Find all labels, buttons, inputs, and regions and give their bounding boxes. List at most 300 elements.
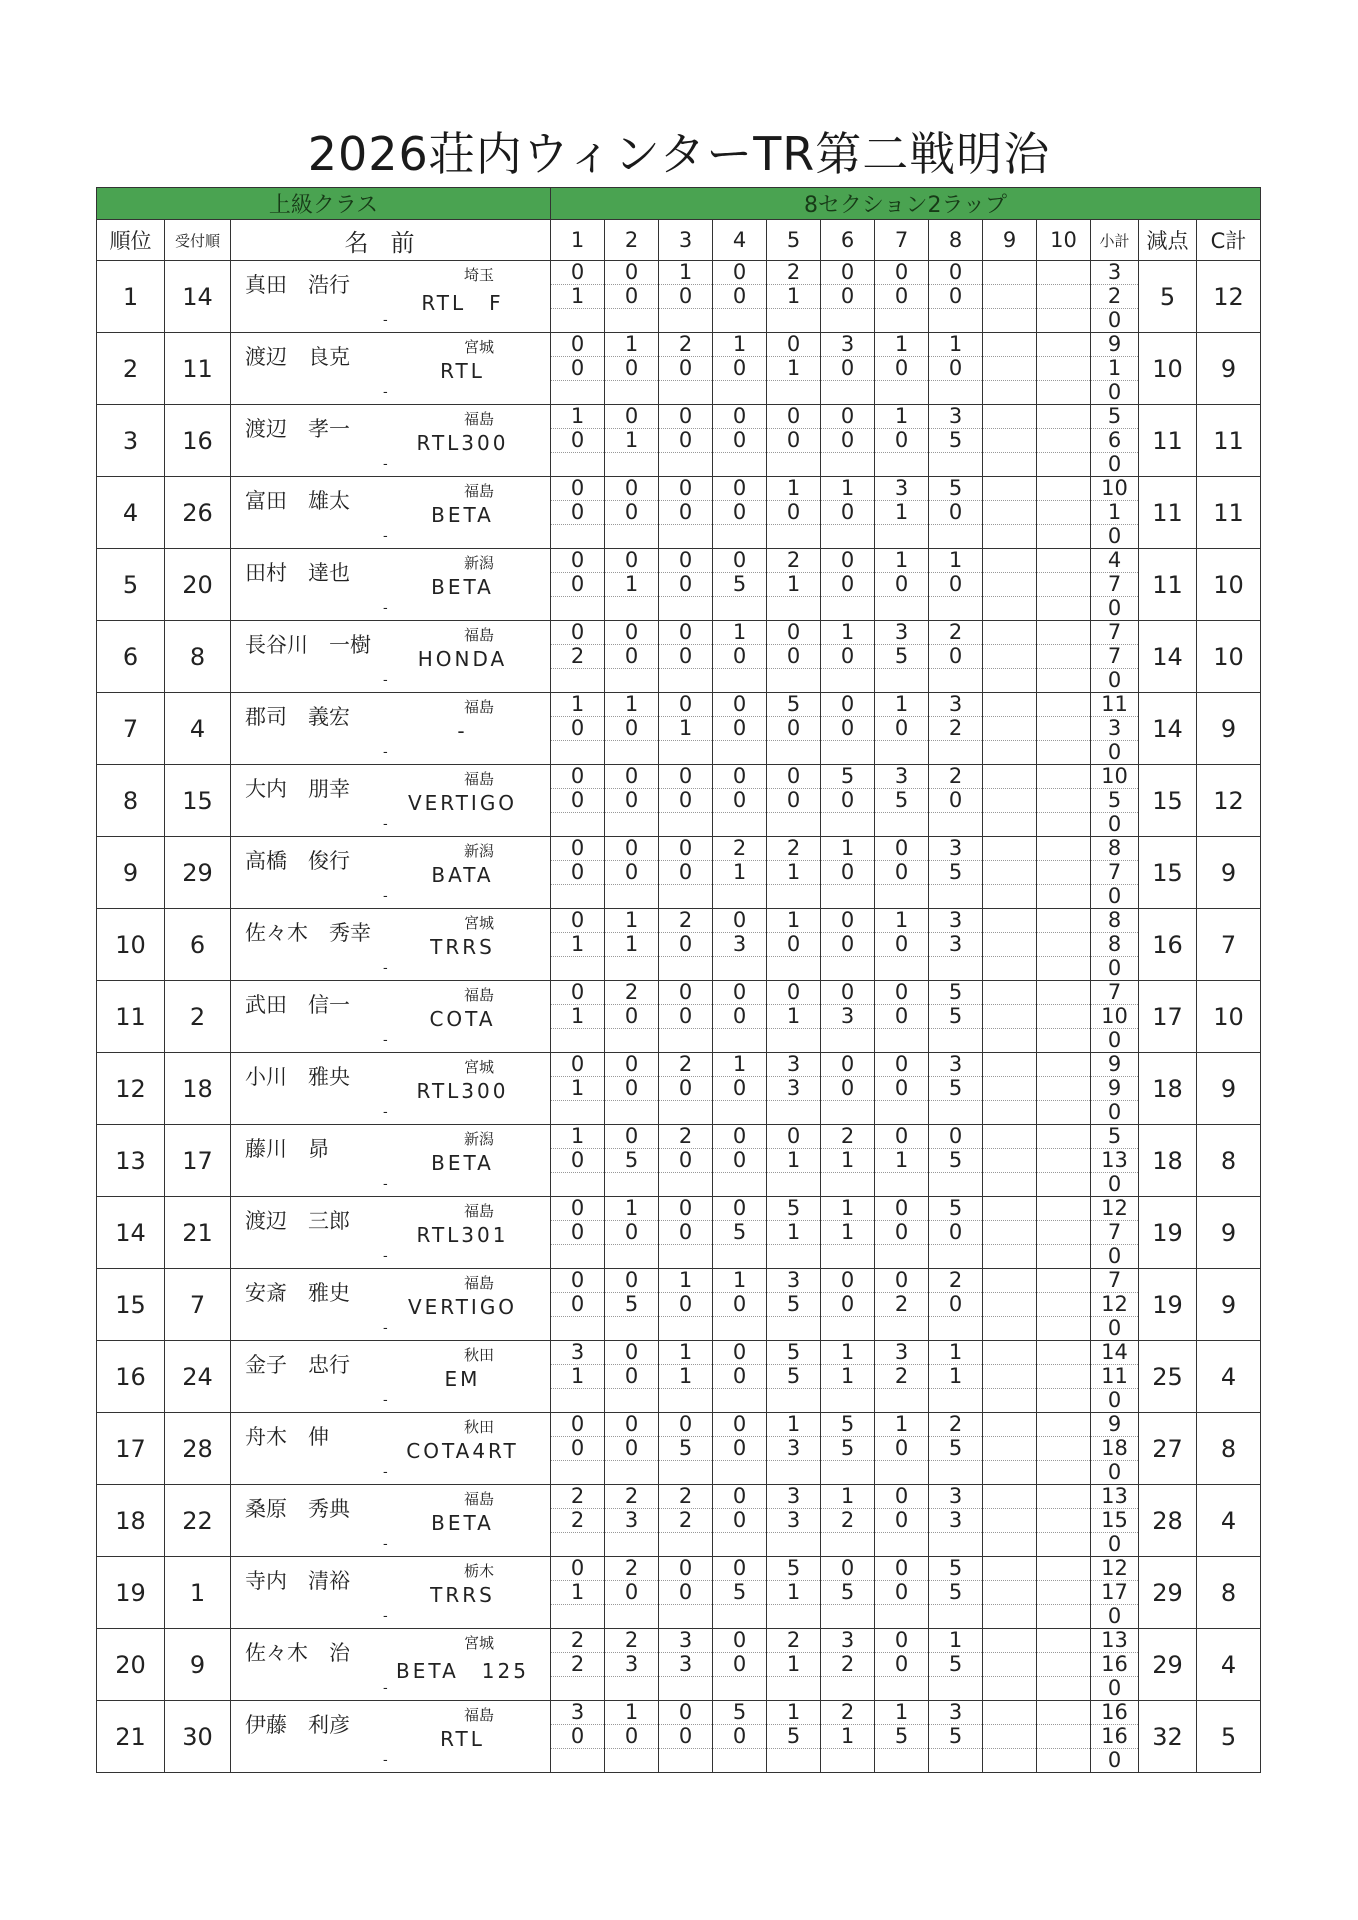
lap-scores xyxy=(713,333,766,404)
empty-lap2-score xyxy=(983,429,1036,453)
section-6-score-cell xyxy=(821,981,875,1053)
lap1-score: 0 xyxy=(713,1197,766,1221)
subtotals xyxy=(1091,1629,1138,1700)
empty-lap3-score xyxy=(605,885,658,908)
prefecture: 福島 xyxy=(463,1274,494,1292)
lap2-score: 2 xyxy=(551,1653,604,1677)
lap2-score: 5 xyxy=(929,1653,982,1677)
rider-cell xyxy=(231,1125,551,1197)
section-10-score-cell xyxy=(1037,1485,1091,1557)
section-8-score-cell xyxy=(929,261,983,333)
lap1-score: 0 xyxy=(875,981,928,1005)
section-3-score-cell xyxy=(659,1413,713,1485)
section-3-score-cell xyxy=(659,1197,713,1269)
section-8-score-cell xyxy=(929,477,983,549)
empty-lap3-score xyxy=(875,885,928,908)
empty-lap3-score xyxy=(551,741,604,764)
empty-lap2-score xyxy=(983,1365,1036,1389)
lap1-score: 2 xyxy=(821,1125,874,1149)
placeholder-dash: - xyxy=(383,817,388,832)
empty-lap2-score xyxy=(1037,1725,1090,1749)
lap-scores xyxy=(875,333,928,404)
section-2-score-cell xyxy=(605,981,659,1053)
lap-scores xyxy=(659,1413,712,1484)
empty-lap1-score xyxy=(983,1269,1036,1293)
lap2-score: 5 xyxy=(929,1725,982,1749)
empty-lap3-score xyxy=(929,1677,982,1700)
section-6-score-cell xyxy=(821,765,875,837)
section-2-score-cell xyxy=(605,621,659,693)
deduct-total-cell: 11 xyxy=(1139,405,1197,477)
lap1-score: 0 xyxy=(551,837,604,861)
lap2-score: 0 xyxy=(875,1581,928,1605)
prefecture: 宮城 xyxy=(463,1058,494,1076)
lap-scores xyxy=(551,1557,604,1628)
rider-name: 伊藤 利彦 xyxy=(245,1713,350,1737)
rider-cell xyxy=(231,261,551,333)
placeholder-dash: - xyxy=(383,1177,388,1192)
empty-lap3-score xyxy=(821,381,874,404)
lap-scores xyxy=(821,1629,874,1700)
rider-cell xyxy=(231,1053,551,1125)
empty-lap3-score xyxy=(983,1173,1036,1196)
lap1-score: 3 xyxy=(875,621,928,645)
subtotal-lap2: 18 xyxy=(1091,1437,1138,1461)
empty-lap3-score xyxy=(1037,381,1090,404)
section-4-score-cell xyxy=(713,1125,767,1197)
lap1-score: 1 xyxy=(659,261,712,285)
lap1-score: 0 xyxy=(551,261,604,285)
lap2-score: 0 xyxy=(875,1077,928,1101)
lap-scores xyxy=(821,837,874,908)
subtotal-lap3: 0 xyxy=(1107,1244,1122,1268)
section-2-score-cell xyxy=(605,1197,659,1269)
deduct-total-cell: 17 xyxy=(1139,981,1197,1053)
lap-scores xyxy=(983,1125,1036,1196)
lap1-score: 0 xyxy=(767,405,820,429)
lap-scores xyxy=(983,837,1036,908)
empty-lap1-score xyxy=(1037,261,1090,285)
empty-lap3-score xyxy=(767,381,820,404)
lap-scores xyxy=(821,549,874,620)
section-5-score-cell xyxy=(767,477,821,549)
entry-number-cell: 8 xyxy=(165,621,231,693)
lap2-score: 0 xyxy=(929,1293,982,1317)
lap2-score: 0 xyxy=(605,1725,658,1749)
lap1-score: 2 xyxy=(659,1485,712,1509)
empty-lap3-score xyxy=(875,1101,928,1124)
empty-lap3-score xyxy=(875,1749,928,1772)
empty-lap1-score xyxy=(983,261,1036,285)
subtotal-lap1: 12 xyxy=(1091,1557,1138,1581)
empty-lap3-score xyxy=(875,525,928,548)
lap-scores xyxy=(983,621,1036,692)
empty-lap3-score xyxy=(875,1605,928,1628)
section-5-score-cell xyxy=(767,1701,821,1773)
subtotal-lap2: 13 xyxy=(1091,1149,1138,1173)
deduct-total-cell: 16 xyxy=(1139,909,1197,981)
lap-scores xyxy=(875,981,928,1052)
section-7-score-cell xyxy=(875,549,929,621)
section-5-score-cell xyxy=(767,1269,821,1341)
section-7-score-cell xyxy=(875,981,929,1053)
empty-lap2-score xyxy=(1037,1437,1090,1461)
machine-make: RTL F xyxy=(421,291,504,315)
placeholder-dash: - xyxy=(383,1537,388,1552)
clean-count-cell: 12 xyxy=(1197,261,1261,333)
placeholder-dash: - xyxy=(383,1105,388,1120)
prefecture: 福島 xyxy=(463,482,494,500)
lap-scores xyxy=(713,1053,766,1124)
empty-lap3-score xyxy=(1037,1173,1090,1196)
empty-lap3-score xyxy=(551,813,604,836)
lap1-score: 0 xyxy=(605,261,658,285)
deduct-total-cell: 28 xyxy=(1139,1485,1197,1557)
deduct-total-cell: 10 xyxy=(1139,333,1197,405)
lap1-score: 0 xyxy=(605,1125,658,1149)
header-section-4: 4 xyxy=(713,220,767,261)
empty-lap2-score xyxy=(1037,861,1090,885)
lap-scores xyxy=(767,1485,820,1556)
section-9-score-cell xyxy=(983,1341,1037,1413)
section-1-score-cell xyxy=(551,1701,605,1773)
lap2-score: 0 xyxy=(659,1293,712,1317)
lap1-score: 0 xyxy=(605,477,658,501)
lap-scores xyxy=(659,693,712,764)
lap2-score: 2 xyxy=(551,1509,604,1533)
section-9-score-cell xyxy=(983,1053,1037,1125)
lap1-score: 1 xyxy=(929,1629,982,1653)
empty-lap3-score xyxy=(605,1749,658,1772)
lap-scores xyxy=(1037,1125,1090,1196)
rider-name: 小川 雅央 xyxy=(245,1065,350,1089)
lap-scores xyxy=(983,765,1036,836)
clean-count-cell: 8 xyxy=(1197,1557,1261,1629)
empty-lap1-score xyxy=(983,837,1036,861)
lap2-score: 0 xyxy=(875,1437,928,1461)
lap-scores xyxy=(659,1629,712,1700)
section-4-score-cell xyxy=(713,1269,767,1341)
placeholder-dash: - xyxy=(383,529,388,544)
empty-lap1-score xyxy=(1037,477,1090,501)
section-1-score-cell xyxy=(551,765,605,837)
section-8-score-cell xyxy=(929,1701,983,1773)
section-10-score-cell xyxy=(1037,1197,1091,1269)
lap2-score: 0 xyxy=(551,861,604,885)
section-2-score-cell xyxy=(605,909,659,981)
empty-lap3-score xyxy=(605,1029,658,1052)
entry-number-cell: 14 xyxy=(165,261,231,333)
lap-scores xyxy=(659,765,712,836)
empty-lap2-score xyxy=(983,357,1036,381)
empty-lap3-score xyxy=(767,1749,820,1772)
lap2-score: 1 xyxy=(767,1581,820,1605)
empty-lap3-score xyxy=(929,1389,982,1412)
lap2-score: 5 xyxy=(929,1077,982,1101)
empty-lap3-score xyxy=(659,597,712,620)
lap-scores xyxy=(821,1557,874,1628)
empty-lap3-score xyxy=(605,1533,658,1556)
empty-lap3-score xyxy=(1037,1533,1090,1556)
lap-scores xyxy=(713,1701,766,1772)
empty-lap2-score xyxy=(983,1293,1036,1317)
machine-make: TRRS xyxy=(430,1583,495,1607)
lap1-score: 0 xyxy=(713,261,766,285)
empty-lap1-score xyxy=(983,1557,1036,1581)
section-5-score-cell xyxy=(767,621,821,693)
lap1-score: 0 xyxy=(713,1341,766,1365)
lap1-score: 1 xyxy=(875,693,928,717)
empty-lap3-score xyxy=(821,885,874,908)
lap-scores xyxy=(551,1341,604,1412)
empty-lap3-score xyxy=(713,1461,766,1484)
rider-name: 渡辺 孝一 xyxy=(245,417,350,441)
lap-scores xyxy=(875,1557,928,1628)
subtotal-lap2: 12 xyxy=(1091,1293,1138,1317)
rank-cell: 16 xyxy=(97,1341,165,1413)
deduct-total-cell: 14 xyxy=(1139,621,1197,693)
lap2-score: 0 xyxy=(659,789,712,813)
lap1-score: 0 xyxy=(551,477,604,501)
empty-lap3-score xyxy=(821,1101,874,1124)
section-10-score-cell xyxy=(1037,837,1091,909)
empty-lap3-score xyxy=(821,1749,874,1772)
subtotal-lap2: 7 xyxy=(1091,1221,1138,1245)
header-entry: 受付順 xyxy=(165,220,231,261)
placeholder-dash: - xyxy=(383,457,388,472)
section-4-score-cell xyxy=(713,1701,767,1773)
deduct-total-cell: 29 xyxy=(1139,1629,1197,1701)
section-7-score-cell xyxy=(875,477,929,549)
empty-lap3-score xyxy=(551,1101,604,1124)
subtotals xyxy=(1091,261,1138,332)
empty-lap3-score xyxy=(983,885,1036,908)
lap1-score: 0 xyxy=(713,1557,766,1581)
lap2-score: 1 xyxy=(821,1365,874,1389)
section-10-score-cell xyxy=(1037,1701,1091,1773)
empty-lap3-score xyxy=(713,525,766,548)
lap1-score: 0 xyxy=(659,621,712,645)
header-section-10: 10 xyxy=(1037,220,1091,261)
lap-scores xyxy=(767,1629,820,1700)
lap2-score: 0 xyxy=(659,645,712,669)
lap-scores xyxy=(983,909,1036,980)
lap-scores xyxy=(1037,909,1090,980)
subtotals xyxy=(1091,1053,1138,1124)
empty-lap1-score xyxy=(983,1197,1036,1221)
rider-cell xyxy=(231,333,551,405)
lap1-score: 1 xyxy=(929,1341,982,1365)
lap-scores xyxy=(1037,1629,1090,1700)
section-6-score-cell xyxy=(821,1197,875,1269)
entry-number-cell: 1 xyxy=(165,1557,231,1629)
rider-name: 渡辺 良克 xyxy=(245,345,350,369)
lap-scores xyxy=(875,1269,928,1340)
empty-lap2-score xyxy=(983,861,1036,885)
placeholder-dash: - xyxy=(383,1753,388,1768)
section-1-score-cell xyxy=(551,1269,605,1341)
empty-lap3-score xyxy=(1037,309,1090,332)
lap-scores xyxy=(767,693,820,764)
section-4-score-cell xyxy=(713,1413,767,1485)
lap2-score: 5 xyxy=(605,1293,658,1317)
section-2-score-cell xyxy=(605,1557,659,1629)
empty-lap3-score xyxy=(659,1677,712,1700)
machine-make: BETA xyxy=(431,1511,494,1535)
lap2-score: 1 xyxy=(551,1581,604,1605)
section-1-score-cell xyxy=(551,261,605,333)
lap2-score: 0 xyxy=(875,573,928,597)
lap1-score: 0 xyxy=(659,1557,712,1581)
empty-lap3-score xyxy=(929,741,982,764)
lap1-score: 0 xyxy=(875,261,928,285)
lap-scores xyxy=(875,837,928,908)
lap-scores xyxy=(551,1197,604,1268)
rank-cell: 17 xyxy=(97,1413,165,1485)
subtotal-lap3: 0 xyxy=(1107,524,1122,548)
lap1-score: 3 xyxy=(929,1053,982,1077)
section-6-score-cell xyxy=(821,333,875,405)
lap1-score: 0 xyxy=(713,909,766,933)
lap2-score: 0 xyxy=(605,861,658,885)
empty-lap3-score xyxy=(821,1029,874,1052)
lap2-score: 0 xyxy=(929,501,982,525)
subtotal-cell xyxy=(1091,1125,1139,1197)
lap-scores xyxy=(551,1629,604,1700)
subtotal-cell xyxy=(1091,1485,1139,1557)
lap2-score: 0 xyxy=(713,1725,766,1749)
section-6-score-cell xyxy=(821,909,875,981)
lap-scores xyxy=(659,1269,712,1340)
lap-scores xyxy=(767,1197,820,1268)
lap-scores xyxy=(767,837,820,908)
lap-scores xyxy=(551,405,604,476)
lap1-score: 0 xyxy=(875,1629,928,1653)
lap2-score: 1 xyxy=(767,1653,820,1677)
empty-lap3-score xyxy=(929,1101,982,1124)
prefecture: 宮城 xyxy=(463,338,494,356)
lap2-score: 3 xyxy=(929,933,982,957)
lap-scores xyxy=(605,693,658,764)
results-sheet xyxy=(96,187,1261,1773)
empty-lap3-score xyxy=(767,1317,820,1340)
lap2-score: 1 xyxy=(929,1365,982,1389)
lap-scores xyxy=(929,1269,982,1340)
empty-lap1-score xyxy=(1037,405,1090,429)
lap1-score: 0 xyxy=(713,1125,766,1149)
lap-scores xyxy=(605,333,658,404)
section-7-score-cell xyxy=(875,333,929,405)
lap2-score: 0 xyxy=(605,501,658,525)
empty-lap1-score xyxy=(1037,837,1090,861)
section-3-score-cell xyxy=(659,621,713,693)
empty-lap3-score xyxy=(767,813,820,836)
empty-lap2-score xyxy=(983,1437,1036,1461)
empty-lap1-score xyxy=(1037,909,1090,933)
empty-lap1-score xyxy=(1037,1341,1090,1365)
prefecture: 秋田 xyxy=(463,1418,494,1436)
empty-lap3-score xyxy=(1037,1317,1090,1340)
lap2-score: 0 xyxy=(713,429,766,453)
subtotal-lap2: 8 xyxy=(1091,933,1138,957)
machine-make: RTL xyxy=(440,359,485,383)
lap-scores xyxy=(713,477,766,548)
machine-make: RTL xyxy=(440,1727,485,1751)
empty-lap2-score xyxy=(983,285,1036,309)
empty-lap3-score xyxy=(983,453,1036,476)
section-9-score-cell xyxy=(983,1413,1037,1485)
lap1-score: 1 xyxy=(713,333,766,357)
section-9-score-cell xyxy=(983,261,1037,333)
lap1-score: 0 xyxy=(659,1197,712,1221)
lap2-score: 0 xyxy=(605,285,658,309)
lap-scores xyxy=(551,1413,604,1484)
empty-lap3-score xyxy=(821,1245,874,1268)
lap1-score: 0 xyxy=(551,1269,604,1293)
lap-scores xyxy=(659,1557,712,1628)
empty-lap3-score xyxy=(1037,885,1090,908)
empty-lap3-score xyxy=(605,1461,658,1484)
empty-lap1-score xyxy=(983,693,1036,717)
section-7-score-cell xyxy=(875,1629,929,1701)
rider-cell xyxy=(231,981,551,1053)
section-9-score-cell xyxy=(983,621,1037,693)
entry-number-cell: 24 xyxy=(165,1341,231,1413)
subtotal-lap1: 10 xyxy=(1091,477,1138,501)
section-10-score-cell xyxy=(1037,1341,1091,1413)
section-8-score-cell xyxy=(929,1485,983,1557)
lap1-score: 2 xyxy=(767,837,820,861)
empty-lap3-score xyxy=(929,1749,982,1772)
section-8-score-cell xyxy=(929,1413,983,1485)
lap1-score: 1 xyxy=(551,1125,604,1149)
empty-lap3-score xyxy=(659,1245,712,1268)
empty-lap3-score xyxy=(983,525,1036,548)
empty-lap3-score xyxy=(551,1677,604,1700)
lap2-score: 0 xyxy=(821,645,874,669)
subtotal-lap3: 0 xyxy=(1107,308,1122,332)
lap1-score: 3 xyxy=(929,405,982,429)
lap2-score: 0 xyxy=(875,933,928,957)
subtotal-lap1: 3 xyxy=(1091,261,1138,285)
lap2-score: 1 xyxy=(659,1365,712,1389)
lap-scores xyxy=(605,1557,658,1628)
section-4-score-cell xyxy=(713,1629,767,1701)
lap-scores xyxy=(821,1485,874,1556)
empty-lap3-score xyxy=(821,1677,874,1700)
lap2-score: 1 xyxy=(767,861,820,885)
subtotal-lap1: 14 xyxy=(1091,1341,1138,1365)
section-2-score-cell xyxy=(605,1125,659,1197)
lap2-score: 2 xyxy=(875,1365,928,1389)
subtotal-lap3: 0 xyxy=(1107,1028,1122,1052)
lap1-score: 1 xyxy=(713,1053,766,1077)
lap-scores xyxy=(713,1629,766,1700)
section-6-score-cell xyxy=(821,1485,875,1557)
lap2-score: 5 xyxy=(875,1725,928,1749)
empty-lap3-score xyxy=(875,813,928,836)
subtotal-lap2: 7 xyxy=(1091,645,1138,669)
lap1-score: 1 xyxy=(767,1701,820,1725)
lap2-score: 0 xyxy=(551,1221,604,1245)
lap1-score: 1 xyxy=(659,1269,712,1293)
lap2-score: 0 xyxy=(821,933,874,957)
lap-scores xyxy=(713,621,766,692)
prefecture: 宮城 xyxy=(463,1634,494,1652)
lap1-score: 3 xyxy=(929,1485,982,1509)
table-row xyxy=(97,1629,1261,1701)
subtotal-lap1: 5 xyxy=(1091,1125,1138,1149)
